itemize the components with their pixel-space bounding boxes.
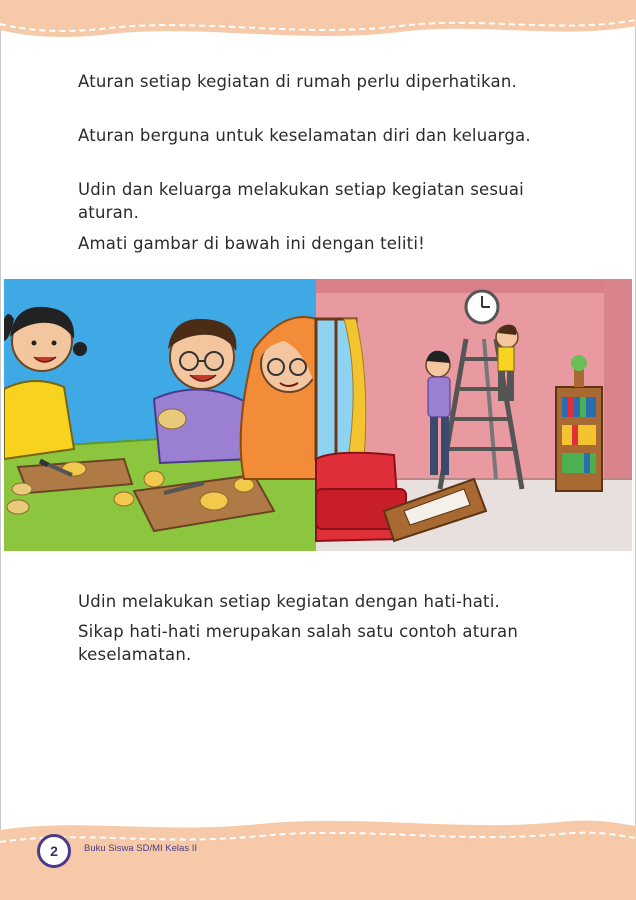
page-number-badge: 2 (37, 834, 71, 868)
safety-illustration (4, 279, 632, 551)
closing-paragraph-1: Udin melakukan setiap kegiatan dengan hati-hati. (78, 592, 500, 611)
intro-paragraph-1: Aturan setiap kegiatan di rumah perlu diperhatikan. (78, 72, 517, 91)
intro-paragraph-2: Aturan berguna untuk keselamatan diri dan keluarga. (78, 126, 531, 145)
closing-paragraph-2: Sikap hati-hati merupakan salah satu contoh aturan keselamatan. (78, 622, 518, 664)
living-room-ladder-scene (316, 279, 632, 551)
intro-paragraph-4: Amati gambar di bawah ini dengan teliti! (78, 234, 425, 253)
intro-paragraph-3: Udin dan keluarga melakukan setiap kegiatan sesuai aturan. (78, 180, 524, 222)
kitchen-cooking-scene (4, 279, 317, 551)
top-decorative-band (0, 0, 636, 46)
bottom-decorative-band (0, 812, 636, 900)
book-title: Buku Siswa SD/MI Kelas II (84, 843, 197, 854)
